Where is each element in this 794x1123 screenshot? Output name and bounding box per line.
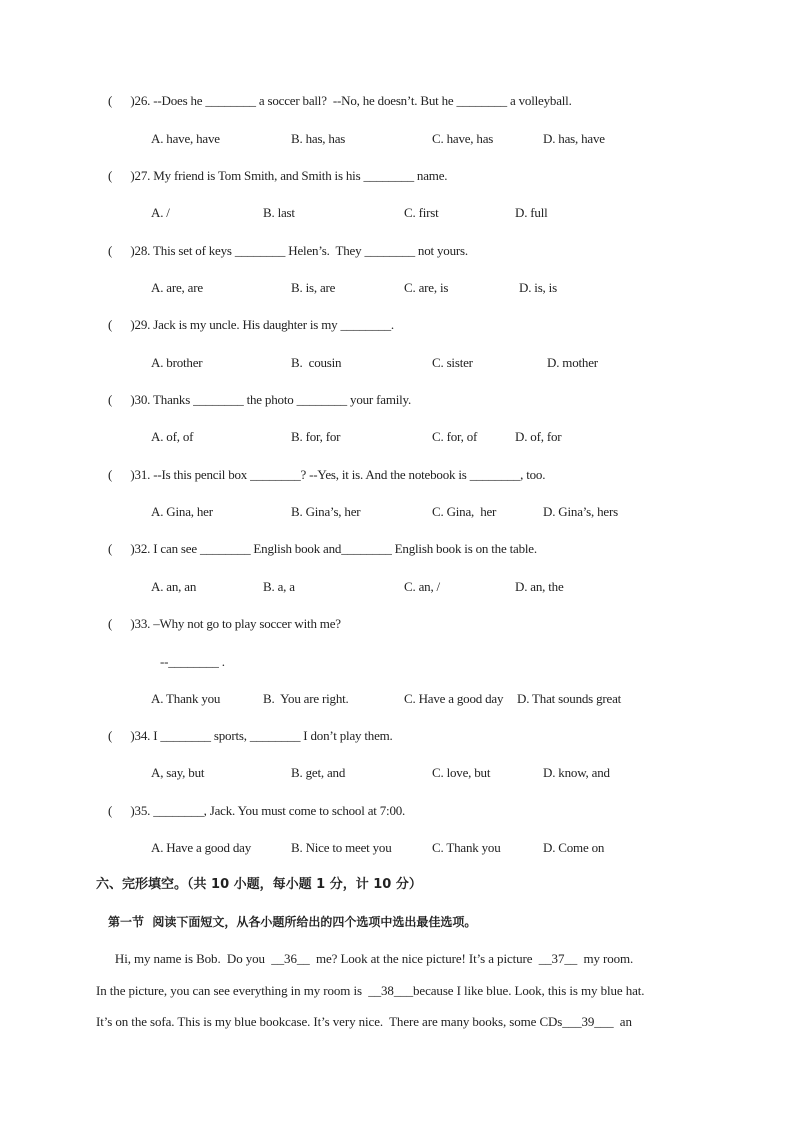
option-a: A. Have a good day (151, 840, 252, 855)
option-c: C. an, / (404, 579, 440, 594)
option-a: A. of, of (151, 429, 194, 444)
option-a: A, say, but (151, 765, 205, 780)
question-stem: ( )35. ________, Jack. You must come to school at 7:00. (108, 803, 406, 818)
option-a: A. Thank you (151, 691, 221, 706)
section-title: 六、完形填空。（共 10 小题，每小题 1 分，计 10 分） (96, 877, 422, 892)
question-stem: ( )32. I can see ________ English book and________ English book is on the table. (108, 541, 537, 556)
option-a: A. have, have (151, 131, 220, 146)
option-c: C. love, but (432, 765, 491, 780)
option-d: D. of, for (515, 429, 562, 444)
option-c: C. Thank you (432, 840, 501, 855)
option-b: B. get, and (291, 765, 346, 780)
passage-line: In the picture, you can see everything in my room is __38___because I like blue. Look, this is my blue hat. (96, 983, 645, 998)
option-d: D. is, is (519, 280, 557, 295)
option-c: C. sister (432, 355, 473, 370)
question-stem: ( )33. –Why not go to play soccer with me? (108, 616, 341, 631)
option-c: C. Gina, her (432, 504, 497, 519)
option-a: A. are, are (151, 280, 203, 295)
option-c: C. are, is (404, 280, 449, 295)
option-d: D. an, the (515, 579, 564, 594)
question-stem: ( )31. --Is this pencil box ________? --Yes, it is. And the notebook is ________, too. (108, 467, 546, 482)
option-d: D. Gina’s, hers (543, 504, 618, 519)
option-a: A. brother (151, 355, 203, 370)
option-b: B. cousin (291, 355, 342, 370)
option-b: B. Gina’s, her (291, 504, 361, 519)
option-b: B. a, a (263, 579, 295, 594)
option-b: B. is, are (291, 280, 336, 295)
option-c: C. have, has (432, 131, 494, 146)
option-d: D. That sounds great (517, 691, 622, 706)
option-b: B. has, has (291, 131, 346, 146)
option-a: A. Gina, her (151, 504, 213, 519)
option-a: A. an, an (151, 579, 197, 594)
option-b: B. You are right. (263, 691, 349, 706)
option-d: D. full (515, 205, 548, 220)
section-subtitle: 第一节 阅读下面短文，从各小题所给出的四个选项中选出最佳选项。 (108, 915, 477, 929)
question-stem: ( )26. --Does he ________ a soccer ball? --No, he doesn’t. But he ________ a volleyball. (108, 93, 572, 108)
question-reply: --________ . (160, 654, 225, 669)
question-stem: ( )27. My friend is Tom Smith, and Smith is his ________ name. (108, 168, 448, 183)
option-c: C. Have a good day (404, 691, 504, 706)
passage-line: Hi, my name is Bob. Do you __36__ me? Look at the nice picture! It’s a picture __37__ my room. (96, 951, 634, 966)
option-d: D. mother (547, 355, 598, 370)
passage-line: It’s on the sofa. This is my blue bookcase. It’s very nice. There are many books, some CDs___39___ an (96, 1014, 632, 1029)
option-c: C. first (404, 205, 439, 220)
option-b: B. for, for (291, 429, 341, 444)
option-a: A. / (151, 205, 170, 220)
question-stem: ( )34. I ________ sports, ________ I don’t play them. (108, 728, 393, 743)
question-stem: ( )30. Thanks ________ the photo ________ your family. (108, 392, 412, 407)
option-c: C. for, of (432, 429, 478, 444)
option-d: D. know, and (543, 765, 610, 780)
option-b: B. last (263, 205, 295, 220)
question-stem: ( )29. Jack is my uncle. His daughter is my ________. (108, 317, 394, 332)
option-d: D. Come on (543, 840, 605, 855)
option-d: D. has, have (543, 131, 605, 146)
question-stem: ( )28. This set of keys ________ Helen’s. They ________ not yours. (108, 243, 468, 258)
option-b: B. Nice to meet you (291, 840, 392, 855)
